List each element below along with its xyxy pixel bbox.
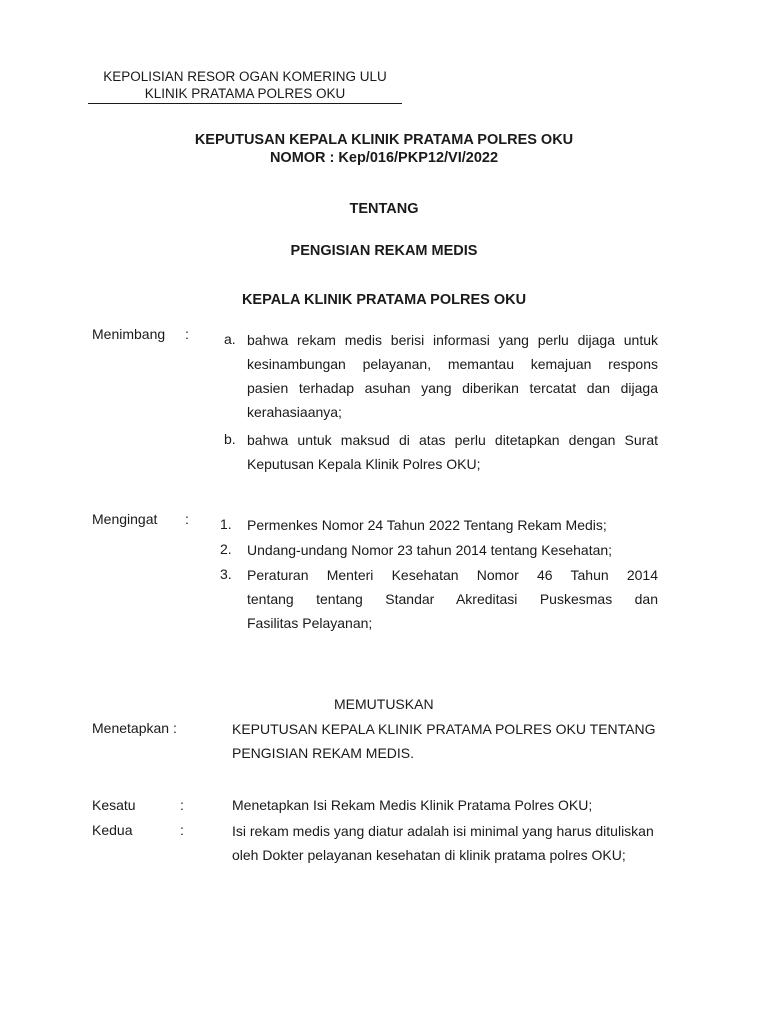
text-line: Undang-undang Nomor 23 tahun 2014 tentang Kesehatan;: [247, 542, 613, 558]
menimbang-b-marker: b.: [224, 431, 236, 447]
memutuskan-heading: MEMUTUSKAN: [334, 696, 434, 712]
menetapkan-text: [232, 717, 732, 765]
text-line: KEPUTUSAN KEPALA KLINIK PRATAMA POLRES OKU TENTANG: [232, 721, 656, 737]
text-line: pasien terhadap asuhan yang diberikan tercatat dan dijaga: [247, 380, 658, 396]
text-line: Fasilitas Pelayanan;: [247, 615, 373, 631]
menimbang-b-text: [247, 428, 658, 476]
text-line: bahwa untuk maksud di atas perlu ditetapkan dengan Surat: [247, 432, 658, 448]
kesatu-label: Kesatu: [92, 797, 136, 813]
mengingat-3-text: [247, 563, 658, 635]
kedua-text: [232, 819, 732, 867]
mengingat-colon: :: [185, 511, 189, 527]
decree-title: KEPUTUSAN KEPALA KLINIK PRATAMA POLRES OKU: [194, 132, 574, 148]
decree-issuer: KEPALA KLINIK PRATAMA POLRES OKU: [241, 292, 527, 308]
tentang-heading: TENTANG: [349, 201, 419, 217]
menimbang-colon: :: [185, 326, 189, 342]
text-line: tentang tentang Standar Akreditasi Puskesmas dan: [247, 591, 658, 607]
mengingat-1-text: [247, 513, 667, 537]
mengingat-3-marker: 3.: [220, 566, 232, 582]
menimbang-a-text: [247, 328, 658, 424]
decree-number: NOMOR : Kep/016/PKP12/VI/2022: [269, 150, 499, 166]
text-line: Peraturan Menteri Kesehatan Nomor 46 Tahun 2014: [247, 567, 658, 583]
kedua-colon: :: [180, 822, 184, 838]
kedua-label: Kedua: [92, 822, 133, 838]
text-line: Keputusan Kepala Klinik Polres OKU;: [247, 456, 481, 472]
clinic-name: KLINIK PRATAMA POLRES OKU: [144, 86, 346, 101]
mengingat-1-marker: 1.: [220, 516, 232, 532]
text-line: Permenkes Nomor 24 Tahun 2022 Tentang Rekam Medis;: [247, 517, 607, 533]
mengingat-2-text: [247, 538, 667, 562]
menimbang-a-marker: a.: [224, 331, 236, 347]
text-line: oleh Dokter pelayanan kesehatan di klinik pratama polres OKU;: [232, 847, 626, 863]
menimbang-label: Menimbang: [92, 326, 166, 342]
mengingat-label: Mengingat: [92, 511, 158, 527]
kesatu-colon: :: [180, 797, 184, 813]
text-line: kesinambungan pelayanan, memantau kemajuan respons: [247, 356, 658, 372]
text-line: Isi rekam medis yang diatur adalah isi minimal yang harus dituliskan: [232, 823, 654, 839]
text-line: bahwa rekam medis berisi informasi yang perlu dijaga untuk: [247, 332, 658, 348]
institution-name: KEPOLISIAN RESOR OGAN KOMERING ULU: [103, 69, 387, 84]
kesatu-text: Menetapkan Isi Rekam Medis Klinik Pratama Polres OKU;: [232, 797, 593, 813]
decree-subject: PENGISIAN REKAM MEDIS: [290, 243, 478, 259]
menetapkan-label: Menetapkan :: [92, 720, 177, 736]
header-underline: [88, 103, 402, 104]
text-line: PENGISIAN REKAM MEDIS.: [232, 745, 415, 761]
text-line: kerahasiaanya;: [247, 404, 342, 420]
mengingat-2-marker: 2.: [220, 541, 232, 557]
institution-header: [88, 68, 402, 104]
